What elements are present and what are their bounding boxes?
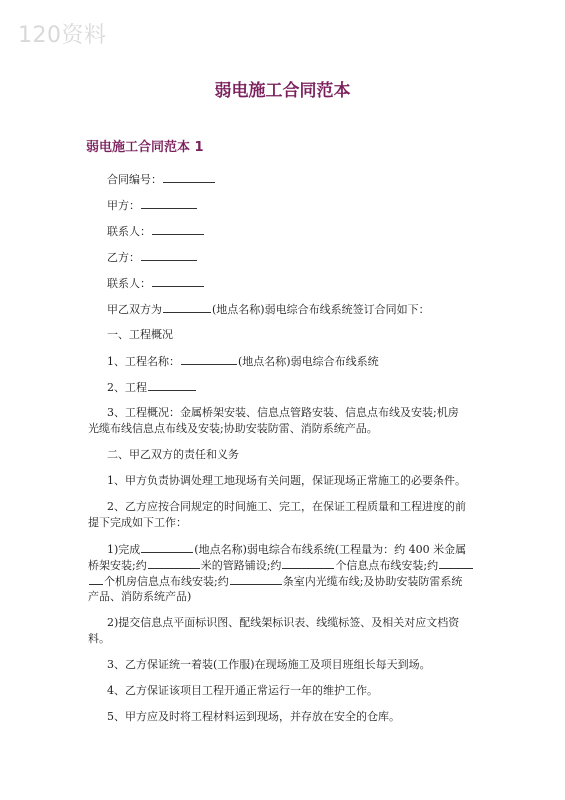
work-1-text-g: 条室内光缆布线;及协助安装防雷系统	[282, 575, 463, 588]
contract-number-line	[107, 170, 216, 189]
responsibility-2-line-1: 2、乙方应按合同规定的时间施工、完工，在保证工程质量和工程进度的前	[107, 500, 466, 513]
watermark-text: 120资料	[18, 23, 107, 48]
contact-a-blank	[152, 222, 204, 235]
responsibility-4: 4、乙方保证该项目工程开通正常运行一年的维护工作。	[107, 684, 378, 697]
section-1-heading: 一、工程概况	[107, 328, 173, 341]
party-a-blank	[141, 196, 197, 209]
item-2-blank	[148, 378, 196, 391]
work-2-line-1: 2)提交信息点平面标识图、配线架标识表、线缆标签、及相关对应文档资	[107, 616, 460, 629]
work-1-blank-6	[230, 572, 282, 585]
work-1-blank-3	[282, 556, 334, 569]
work-1-text-e: 个信息点布线安装;约	[335, 559, 439, 572]
contact-a-line	[107, 222, 205, 241]
responsibility-2-line-2: 提下完成如下工作：	[88, 516, 187, 529]
contact-b-line	[107, 274, 205, 293]
contract-number-label: 合同编号：	[107, 173, 162, 186]
party-a-label: 甲方：	[107, 199, 140, 212]
party-b-label: 乙方：	[107, 251, 140, 264]
intro-text-1: 甲乙双方为	[107, 303, 162, 316]
intro-line	[107, 300, 430, 319]
party-a-line	[107, 196, 198, 215]
contract-number-blank	[163, 170, 215, 183]
responsibility-1: 1、甲方负责协调处理工地现场有关问题，保证现场正常施工的必要条件。	[107, 474, 466, 487]
item-3-line-2: 光缆布线信息点布线及安装;协助安装防雷、消防系统产品。	[88, 422, 378, 435]
work-1-text-f: 个机房信息点布线安装;约	[104, 575, 229, 588]
work-2-line-2: 料。	[88, 632, 110, 645]
work-1-blank-4	[439, 556, 473, 569]
intro-blank	[163, 300, 211, 313]
party-b-blank	[141, 248, 197, 261]
section-heading: 弱电施工合同范本 1	[86, 140, 204, 155]
item-2-label: 2、工程	[107, 381, 147, 394]
work-1-blank-2	[148, 556, 200, 569]
document-title: 弱电施工合同范本	[214, 81, 351, 101]
section-2-heading: 二、甲乙双方的责任和义务	[107, 448, 239, 461]
work-1-blank-5	[89, 572, 103, 585]
contact-b-blank	[152, 274, 204, 287]
work-1-blank-1	[141, 540, 193, 553]
work-1-text-c: 桥架安装;约	[88, 559, 147, 572]
contact-a-label: 联系人：	[107, 225, 151, 238]
work-1-line-4: 产品、消防系统产品)	[88, 590, 192, 603]
item-1-line	[107, 352, 379, 371]
responsibility-3: 3、乙方保证统一着装(工作服)在现场施工及项目班组长每天到场。	[107, 658, 431, 671]
work-1-text-b: (地点名称)弱电综合布线系统(工程量为：约 400 米金属	[194, 543, 467, 556]
responsibility-5: 5、甲方应及时将工程材料运到现场，并存放在安全的仓库。	[107, 710, 400, 723]
intro-text-2: (地点名称)弱电综合布线系统签订合同如下：	[212, 303, 430, 316]
item-3-line-1: 3、工程概况：金属桥架安装、信息点管路安装、信息点布线及安装;机房	[107, 406, 459, 419]
contact-b-label: 联系人：	[107, 277, 151, 290]
item-1-blank	[181, 352, 237, 365]
item-1-text: (地点名称)弱电综合布线系统	[238, 355, 379, 368]
party-b-line	[107, 248, 198, 267]
work-1-text-a: 1)完成	[107, 543, 141, 556]
item-2-line	[107, 378, 197, 397]
item-1-label: 1、工程名称：	[107, 355, 180, 368]
work-1-text-d: 米的管路铺设;约	[200, 559, 282, 572]
